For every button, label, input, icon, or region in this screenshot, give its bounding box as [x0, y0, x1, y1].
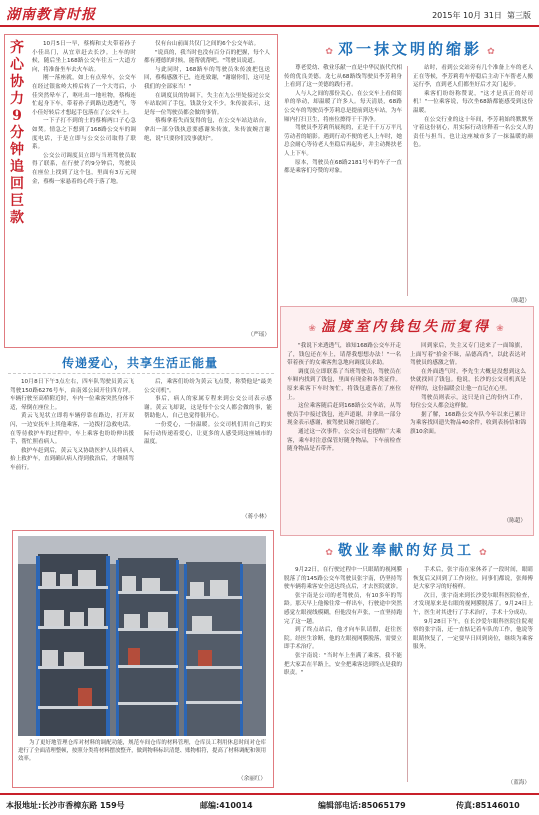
masthead: [0, 0, 539, 30]
footer-address: 本报地址:长沙市香樟东路 159号: [6, 801, 125, 810]
story4-title-bar: [4, 352, 276, 372]
paragraph: 在外面透气时，李先生大概是没想到这么快就找回了钱包。他说，长沙的公交司机真是好样的，这份温暖会让他一直记在心里。: [410, 368, 526, 392]
story1-author: （严瑶）: [247, 332, 270, 338]
paragraph: 刚一落座就，如上有点晕车，公交车在经过银盆岭大桥后转了一个大弯后，小佳突然晕车了，呕吐出一地吐物，蔡梅连忙起身下车，带着孙子到路边透透气，等小佳好转后才想起手包落在了公交车上。: [32, 75, 136, 116]
paragraph: 公交公司调度员立即与当班驾驶员取得了联系，在行驶了约9分钟后，驾驶员在座位上找到了这个包，里面有3万元现金，蔡梅一家悬着的心终于落了地。: [32, 152, 136, 185]
paragraph: 后，乘客们纷纷为黄云飞点赞，称赞他是"最美公交司机"。: [144, 379, 272, 394]
decoration-icon: ✿: [479, 548, 487, 558]
title-divider: [8, 373, 274, 374]
paragraph: 事后，病人的家属专程来到公交公司表示感谢。黄云飞却说，这是每个公交人都会做的事，能帮助他人，自己也觉得很开心。: [144, 396, 272, 420]
footer-fax: 传真:85146010: [456, 801, 520, 810]
story5-title: 敬业奉献的好员工: [338, 543, 474, 559]
paragraph: 救护车赶到后，黄云飞又协助医护人员将病人抬上救护车，直到确认病人得到救治后，才继续驾车前行。: [10, 447, 134, 471]
paragraph: 据了解，168路公交车队今年以来已累计为乘客找回遗失物品40余件，收到表扬信和锦旗10余面。: [410, 411, 526, 435]
story3-column-2: [410, 342, 526, 514]
story3-title: 温度室内钱包失而复得: [321, 319, 491, 335]
header-rule: [0, 25, 539, 27]
footer: [0, 793, 539, 815]
story5-author: （蓝海）: [507, 780, 530, 786]
story5-title-bar: [280, 540, 532, 562]
story4-column-1: [10, 378, 134, 518]
story4-title: 传递爱心，共享生活正能量: [61, 356, 218, 370]
paragraph: 通过这一次事件，公交公司也提醒广大乘客，乘车时注意保管好随身物品，下车前检查随身物品是否带齐。: [287, 428, 401, 453]
paragraph: "说真的，我当时也没有百分百的把握，每个人都有遵德的时候，能帮就帮吧。"驾驶员说道。: [144, 49, 270, 65]
paragraph: 9月28日下午，在长沙爱尔眼科医院住院观察的张宇南，还一直惦记着车队的工作，他说等眼睛恢复了，一定要早日回到岗位，继续为乘客服务。: [413, 618, 533, 651]
story5-column-1: [284, 566, 402, 786]
paragraph: 在调度员的协调下，失主在九公里处接过公交车站取回了手包，钱款分文不少。朱传波表示，这是每一位驾驶员都会做的事情。: [144, 92, 270, 116]
story3-column-1: [287, 342, 401, 524]
paragraph: 蔡梅拿着失而复得的包，在公交车站边站台，拿出一部分钱执意要感谢朱传波，朱传波婉言谢绝，说"只要你们没事就好"。: [144, 118, 270, 142]
footer-phone: 编辑部电话:85065179: [318, 801, 406, 810]
paragraph: "我说下来透透气，谁知168路公交车开走了，钱包还在车上，请帮我想想办法！"一名带着孩子的女乘客焦急地向调度员求助。: [287, 343, 401, 367]
paragraph: 仅有台山前面共仅门之间的6个公交车站。: [155, 41, 260, 47]
story2-title: 邓一抹文明的缩影: [337, 40, 482, 58]
paragraph: 站时，看到公交站旁有几个准备上车的老人正在等候，李芳莉将车停稳后主动下车帮老人搬运行李，直到老人们都坐好后才关门起步。: [413, 65, 533, 89]
story2-author: （陈超）: [507, 298, 530, 304]
paragraph: 次日，张宇南来到长沙爱尔眼科医院检查，才发现原来是右眼的视网膜脱落了。9月24日上午，医生对其进行了手术治疗，手术十分成功。: [413, 592, 533, 616]
warehouse-photo: [18, 536, 266, 736]
photo-author: （余丽红）: [238, 776, 266, 782]
story2-column-2: [413, 64, 533, 300]
paragraph: 9月22日，在行驶过程中一只眼睛的视网膜脱落了的145路公交车驾驶员张宇南，仍坚持驾驶车辆将乘客安全送达终点后，才去医院就诊。: [284, 567, 402, 591]
paragraph: 10月8日下午3点左右，四车队驾驶员黄云飞驾驶150路6276号车，由南郊公园开往四方坪。车辆行驶至高桥附近时，车内一位乘客突然身体不适，晕倒在座位上。: [10, 379, 134, 411]
story3-title-bar: [282, 316, 530, 336]
paragraph: 与此同时，168路车的驾驶员朱传波把包送回，蔡梅感激不已，连连致谢，"谢谢你们，这可是我们的全部家当！": [144, 66, 270, 90]
story3-author: （陈超）: [503, 518, 526, 524]
story5-column-2: [413, 566, 533, 778]
decoration-icon: ✿: [487, 47, 495, 57]
footer-postcode: 邮编:410014: [200, 801, 253, 810]
decoration-icon: ✿: [325, 548, 333, 558]
decoration-icon: ❀: [308, 324, 316, 334]
story2-title-bar: [290, 38, 530, 58]
paragraph: 手术后，张宇南在家休养了一段时间，眼睛恢复后又回到了工作岗位。同事们都说，张师傅是大家学习的好榜样。: [413, 567, 533, 591]
warehouse-shelves-image: [18, 536, 266, 736]
paragraph: 调度员立即联系了当班驾驶员，驾驶员在车厢内找到了钱包，里面有现金和各类证件。原来乘客下车时匆忙，将钱包遗落在了座位上。: [287, 368, 401, 401]
story1-column-2: [144, 40, 270, 328]
paragraph: 驾驶员李芳莉所展现的，正是千千万万平凡劳动者的缩影。遇到行动不便的老人上车时，她总会耐心等待老人坐稳后再起步，并主动搀扶老人上下车。: [284, 125, 402, 157]
column-divider: [407, 568, 408, 782]
paragraph: 尊老爱幼、敬业乐献一直是中华民族代代相传的优良美德。龙七从68路线驾驶员李芳莉身上看到了这一美德的践行者。: [284, 65, 402, 89]
paragraph: 张宇南是公司的老驾驶员，有10多年的驾龄。那天早上他像往常一样出车，行驶途中突然感觉左眼视线模糊，但他没有声张，一直坚持跑完了这一趟。: [284, 592, 402, 625]
paragraph: 驾驶员则表示，这只是自己的份内工作，每位公交人都会这样做。: [410, 394, 526, 410]
story2-column-1: [284, 64, 402, 300]
decoration-icon: ✿: [325, 47, 333, 57]
paragraph: 在公交行业的这十年间，李芳莉始终默默坚守着这份初心，用实际行动诠释着一名公交人的责任与担当，也让这座城市多了一抹温暖的颜色。: [413, 116, 533, 149]
paragraph: 一下子打不到的士的蔡梅两口子心急如焚。情急之下想到了168路公交车的调度电话，于是立即与公交公司取得了联系。: [32, 118, 136, 151]
page-number: 第三版: [507, 11, 531, 20]
paragraph: 张宇南说："当时车上坐满了乘客，我不能把大家丢在半路上，安全把乘客送到终点是我的职责。": [284, 652, 402, 677]
issue-date-line: [432, 10, 531, 21]
paragraph: 原本，驾驶员在68路2181号车的车子一直都是乘客们夸赞的对象。: [284, 159, 402, 175]
story1-vertical-headline: 齐心协力9分钟追回巨款: [10, 40, 24, 226]
caption-text: 为了更好地管理仓库对材料的调配功能，规范车间仓库的材料管理，仓库员工利用休息时间对仓库进行了全面清理整顿，按照分类将材料摆放整齐，做到物料标识清楚、账物相符，提高了材料调配和领用效率。: [18, 740, 266, 762]
paragraph: 一份爱心，一份温暖。公交司机们用自己的实际行动传递着爱心，让更多的人感受到这座城市的温度。: [144, 421, 272, 446]
paragraph: 人与人之间的那份关心，在公交车上看似简单的举动，却温暖了许多人。每天清晨，68路公交车的驾驶员李芳莉总是提前到达车站，为车厢内打扫卫生，将座位擦得干干净净。: [284, 90, 402, 123]
story1-column-1: [32, 40, 136, 328]
paragraph: 黄云飞见状立即将车辆停靠在路边，打开双闪，一边安抚车上其他乘客，一边拨打急救电话。在等待救护车的过程中，车上乘客也纷纷伸出援手，帮忙照看病人。: [10, 413, 134, 446]
story4-column-2: [144, 378, 272, 508]
newspaper-logo: 湖南教育时报: [6, 7, 96, 23]
issue-date: 2015年 10月 31日: [432, 11, 502, 20]
paragraph: 回到家后，失主又专门送来了一面锦旗，上面写着"拾金不昧，品德高尚"，以此表达对驾驶员的感激之情。: [410, 343, 526, 367]
column-divider: [407, 66, 408, 296]
story4-author: （蒋小林）: [242, 514, 270, 520]
paragraph: 这位乘客随后赶到168路公交车站，从驾驶员手中接过钱包，连声道谢，并拿出一部分现金表示感谢，被驾驶员婉言谢绝了。: [287, 403, 401, 427]
decoration-icon: ❀: [496, 324, 504, 334]
paragraph: 到了终点站后，他才向车队请假，赶往医院。经医生诊断，他的左眼视网膜脱落，需要立即手术治疗。: [284, 627, 402, 651]
paragraph: 10月5日一早，蔡梅和丈夫带着孙子小佳出门，从宜章赶去长沙。上车的时候，随后坐上168路公交车往五一大道方向，将准备坐车去火车站。: [32, 41, 136, 73]
paragraph: 乘客们纷纷称赞说，"这才是真正的好司机！"一位乘客说，每次坐68路都能感受到这份温暖。: [413, 90, 533, 114]
